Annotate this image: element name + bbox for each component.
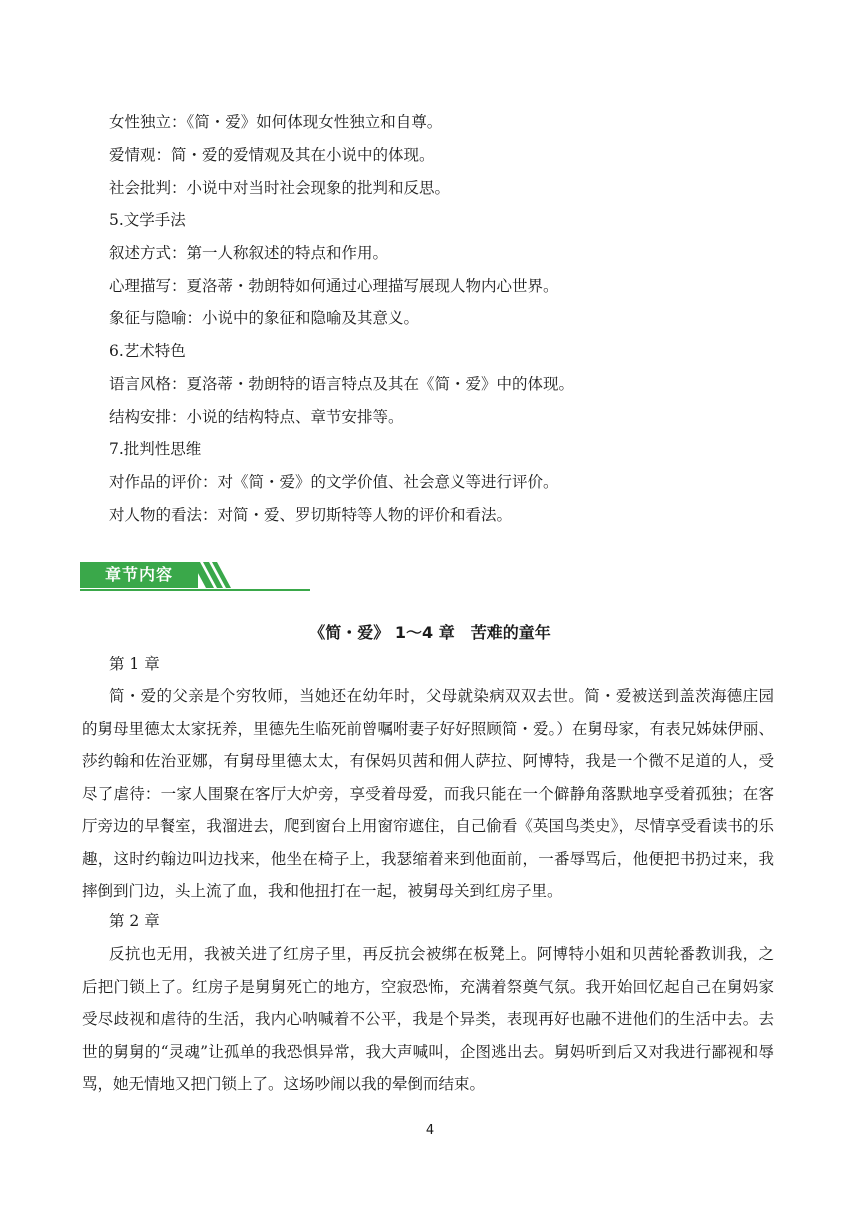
outline-heading: 5.文学手法	[109, 211, 186, 229]
outline-line: 语言风格：夏洛蒂・勃朗特的语言特点及其在《简・爱》中的体现。	[109, 375, 575, 393]
chapter-title: 《简・爱》 1～4 章 苦难的童年	[309, 623, 551, 642]
section-banner	[80, 560, 310, 592]
chapter-2-paragraph: 反抗也无用，我被关进了红房子里，再反抗会被绑在板凳上。阿博特小姐和贝茜轮番教训我，之后把门锁上了。红房子是舅舅死亡的地方，空寂恐怖，充满着祭奠气氛。我开始回忆起自己在舅妈家受尽歧视和虐待的生活，我内心呐喊着不公平，我是个异类，表现再好也融不进他们的生活中去。去世的舅舅的“灵魂”让孤单的我恐惧异常，我大声喊叫，企图逃出去。舅妈听到后又对我进行鄙视和辱骂，她无情地又把门锁上了。这场吵闹以我的晕倒而结束。	[82, 945, 774, 1093]
outline-line: 对作品的评价：对《简・爱》的文学价值、社会意义等进行评价。	[109, 473, 559, 491]
outline-line: 结构安排：小说的结构特点、章节安排等。	[109, 408, 404, 426]
outline-line: 爱情观：简・爱的爱情观及其在小说中的体现。	[109, 146, 435, 164]
outline-line: 叙述方式：第一人称叙述的特点和作用。	[109, 244, 389, 262]
section-banner-label: 章节内容	[80, 562, 198, 588]
outline-line: 象征与隐喻：小说中的象征和隐喻及其意义。	[109, 309, 420, 327]
chapter-2-label: 第 2 章	[109, 912, 160, 930]
outline-heading: 7.批判性思维	[109, 440, 202, 458]
chapter-1-paragraph: 简・爱的父亲是个穷牧师，当她还在幼年时，父母就染病双双去世。简・爱被送到盖茨海德庄园的舅母里德太太家抚养，里德先生临死前曾嘱咐妻子好好照顾简・爱。）在舅母家，有表兄姊妹伊丽、莎约翰和佐治亚娜，有舅母里德太太，有保妈贝茜和佣人萨拉、阿博特，我是一个微不足道的人，受尽了虐待：一家人围聚在客厅大炉旁，享受着母爱，而我只能在一个僻静角落默地享受着孤独；在客厅旁边的早餐室，我溜进去，爬到窗台上用窗帘遮住，自己偷看《英国鸟类史》，尽情享受看读书的乐趣，这时约翰边叫边找来，他坐在椅子上，我瑟缩着来到他面前，一番辱骂后，他便把书扔过来，我摔倒到门边，头上流了血，我和他扭打在一起，被舅母关到红房子里。	[82, 687, 774, 900]
outline-line: 心理描写：夏洛蒂・勃朗特如何通过心理描写展现人物内心世界。	[109, 277, 559, 295]
page-number: 4	[425, 1123, 435, 1138]
chapter-1-label: 第 1 章	[109, 655, 160, 673]
banner-stripes-icon	[192, 562, 312, 588]
outline-line: 社会批判：小说中对当时社会现象的批判和反思。	[109, 179, 451, 197]
outline-line: 女性独立：《简・爱》如何体现女性独立和自尊。	[109, 113, 443, 131]
banner-underline	[80, 589, 310, 591]
outline-line: 对人物的看法：对简・爱、罗切斯特等人物的评价和看法。	[109, 506, 513, 524]
outline-heading: 6.艺术特色	[109, 342, 186, 360]
